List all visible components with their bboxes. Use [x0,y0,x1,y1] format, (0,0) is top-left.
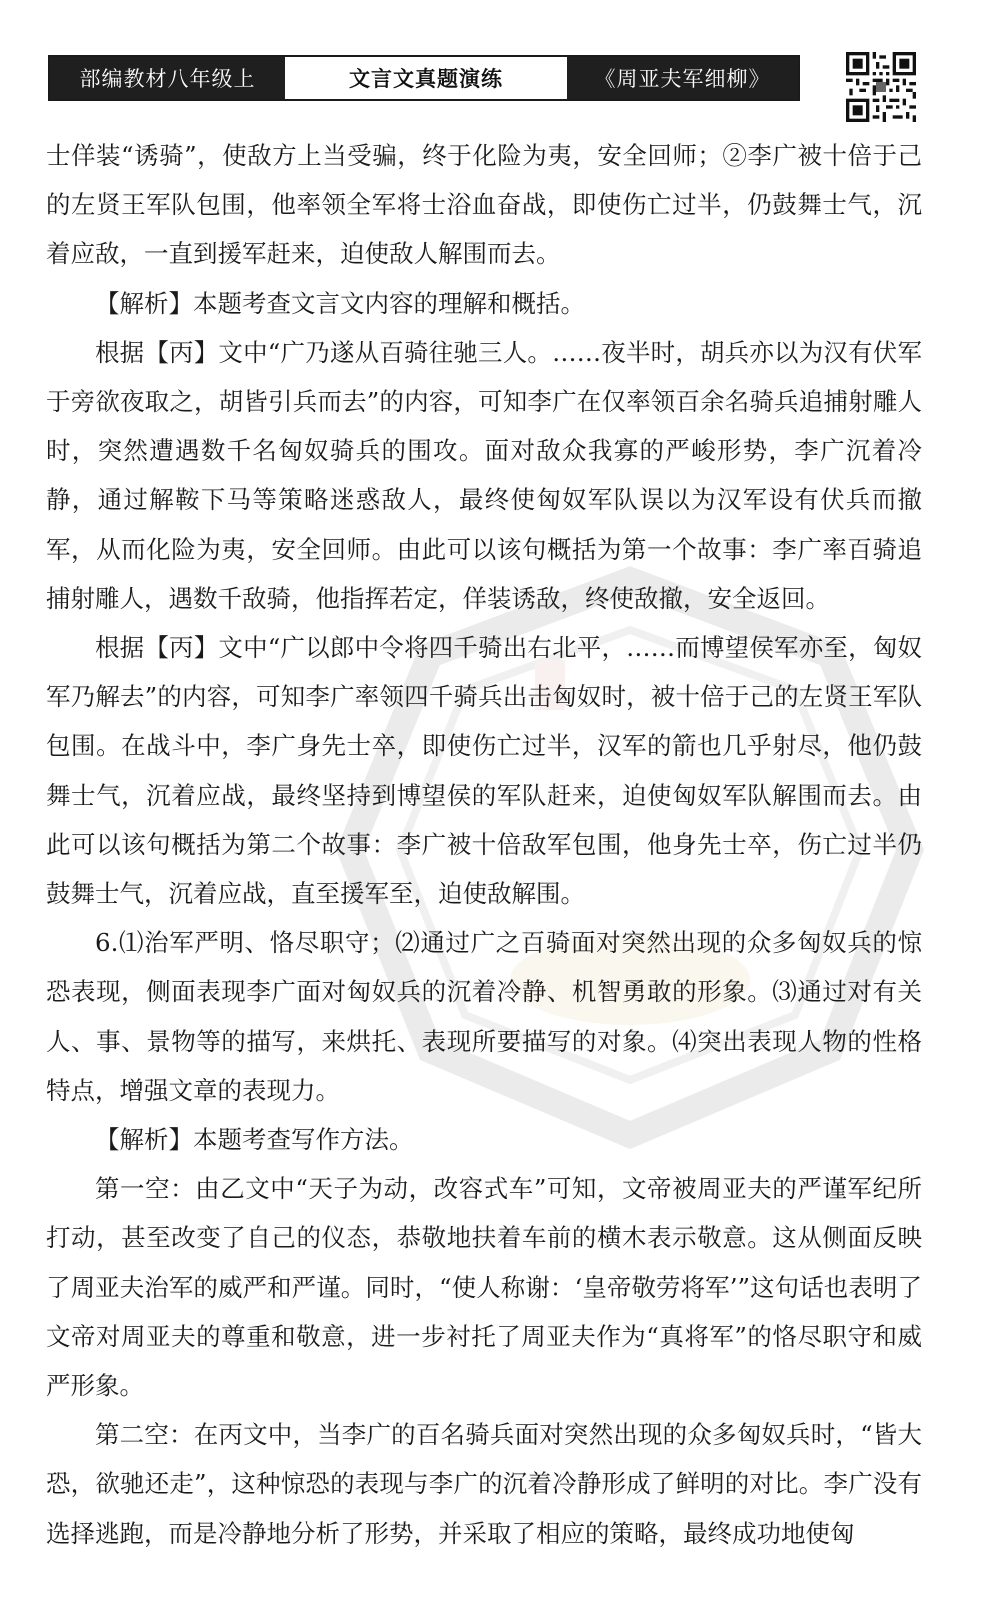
header-section-label: 文言文真题演练 [285,57,567,99]
qr-code-icon [846,52,916,122]
paragraph-story-one: 根据【丙】文中“广乃遂从百骑往驰三人。……夜半时，胡兵亦以为汉有伏军于旁欲夜取之，胡皆引兵而去”的内容，可知李广在仅率领百余名骑兵追捕射雕人时，突然遭遇数千名匈奴骑兵的围攻。面对敌众我寡的严峻形势，李广沉着冷静，通过解鞍下马等策略迷惑敌人，最终使匈奴军队误以为汉军设有伏兵而撤军，从而化险为夷，安全回师。由此可以该句概括为第一个故事：李广率百骑追捕射雕人，遇数千敌骑，他指挥若定，佯装诱敌，终使敌撤，安全返回。 [46,337,922,613]
paragraph-blank-two: 第二空：在丙文中，当李广的百名骑兵面对突然出现的众多匈奴兵时，“皆大恐，欲驰还走”，这种惊恐的表现与李广的沉着冷静形成了鲜明的对比。李广没有选择逃跑，而是冷静地分析了形势，并采取了相应的策略，最终成功地使匈 [46,1420,922,1548]
answer-content [46,131,922,1558]
paragraph-answer-6: 6.⑴治军严明、恪尽职守；⑵通过广之百骑面对突然出现的众多匈奴兵的惊恐表现，侧面表现李广面对匈奴兵的沉着冷静、机智勇敢的形象。⑶通过对有关人、事、景物等的描写，来烘托、表现所要描写的对象。⑷突出表现人物的性格特点，增强文章的表现力。 [46,928,922,1105]
paragraph-blank-one: 第一空：由乙文中“天子为动，改容式车”可知，文帝被周亚夫的严谨军纪所打动，甚至改变了自己的仪态，恭敬地扶着车前的横木表示敬意。这从侧面反映了周亚夫治军的威严和严谨。同时，“使人称谢：‘皇帝敬劳将军’”这句话也表明了文帝对周亚夫的尊重和敬意，进一步衬托了周亚夫作为“真将军”的恪尽职守和威严形象。 [46,1174,922,1401]
paragraph-story-two: 根据【丙】文中“广以郎中令将四千骑出右北平，……而博望侯军亦至，匈奴军乃解去”的内容，可知李广率领四千骑兵出击匈奴时，被十倍于己的左贤王军队包围。在战斗中，李广身先士卒，即使伤亡过半，汉军的箭也几乎射尽，他仍鼓舞士气，沉着应战，最终坚持到博望侯的军队赶来，迫使匈奴军队解围而去。由此可以该句概括为第二个故事：李广被十倍敌军包围，他身先士卒，伤亡过半仍鼓舞士气，沉着应战，直至援军至，迫使敌解围。 [46,633,922,909]
paragraph-analysis-6: 【解析】本题考查写作方法。 [95,1125,414,1155]
paragraph-continuation: 士佯装“诱骑”，使敌方上当受骗，终于化险为夷，安全回师；②李广被十倍于己的左贤王军队包围，他率领全军将士浴血奋战，即使伤亡过半，仍鼓舞士气，沉着应敌，一直到援军赶来，迫使敌人解围而去。 [46,141,922,269]
header-lesson-title: 《周亚夫军细柳》 [567,57,798,99]
header-textbook-label: 部编教材八年级上 [50,57,285,99]
paragraph-analysis-5: 【解析】本题考查文言文内容的理解和概括。 [95,288,585,318]
page-header [48,55,800,101]
